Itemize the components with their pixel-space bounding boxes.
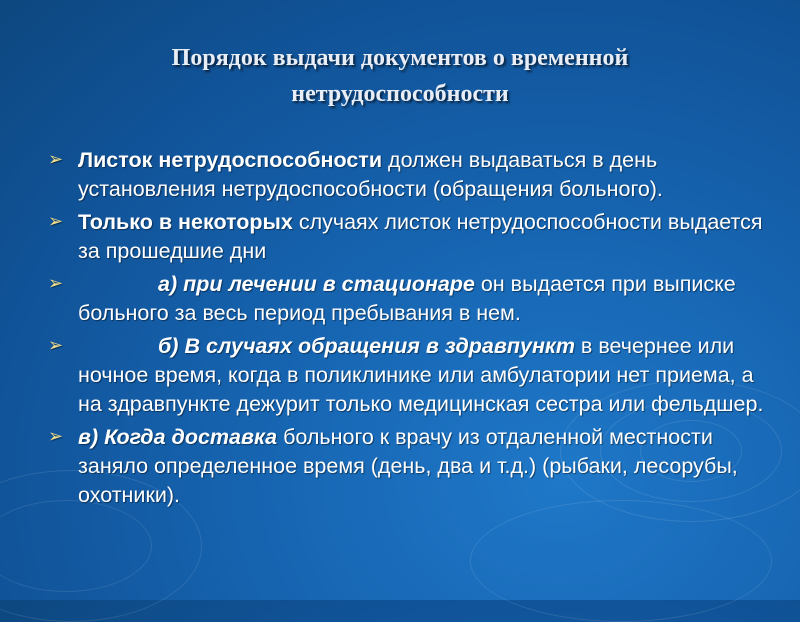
- list-item: [48, 423, 768, 510]
- arrow-bullet-icon: ➢: [48, 335, 64, 355]
- arrow-bullet-icon: ➢: [48, 426, 64, 446]
- arrow-bullet-icon: ➢: [48, 211, 64, 231]
- arrow-bullet-icon: ➢: [48, 273, 64, 293]
- list-item: [48, 146, 768, 204]
- item-text: в вечернее или ночное время, когда в поликлинике или амбулатории нет приема, а на здравпункте дежурит только медицинская сестра или фельдшер.: [78, 334, 764, 416]
- item-lead-text: а) при лечении в стационаре: [158, 272, 475, 296]
- list-item: [48, 332, 768, 419]
- item-lead-text: Только в некоторых: [78, 210, 293, 234]
- bullet-list: [48, 146, 768, 514]
- item-text: он выдается при выписке больного за весь период пребывания в нем.: [78, 272, 736, 325]
- ripple-decoration: [470, 500, 772, 622]
- arrow-bullet-icon: ➢: [48, 149, 64, 169]
- slide-title: Порядок выдачи документов о временной нетрудоспособности: [171, 45, 629, 107]
- item-lead-text: Листок нетрудоспособности: [78, 148, 383, 172]
- item-text: больного к врачу из отдаленной местности заняло определенное время (день, два и т.д.) (рыбаки, лесорубы, охотники).: [78, 425, 738, 507]
- list-item: [48, 270, 768, 328]
- list-item: [48, 208, 768, 266]
- item-text: случаях листок нетрудоспособности выдается за прошедшие дни: [78, 210, 763, 263]
- item-lead-text: в) Когда доставка: [78, 425, 278, 449]
- item-text: должен выдаваться в день установления нетрудоспособности (обращения больного).: [78, 148, 663, 201]
- item-lead-text: б) В случаях обращения в здравпункт: [158, 334, 575, 358]
